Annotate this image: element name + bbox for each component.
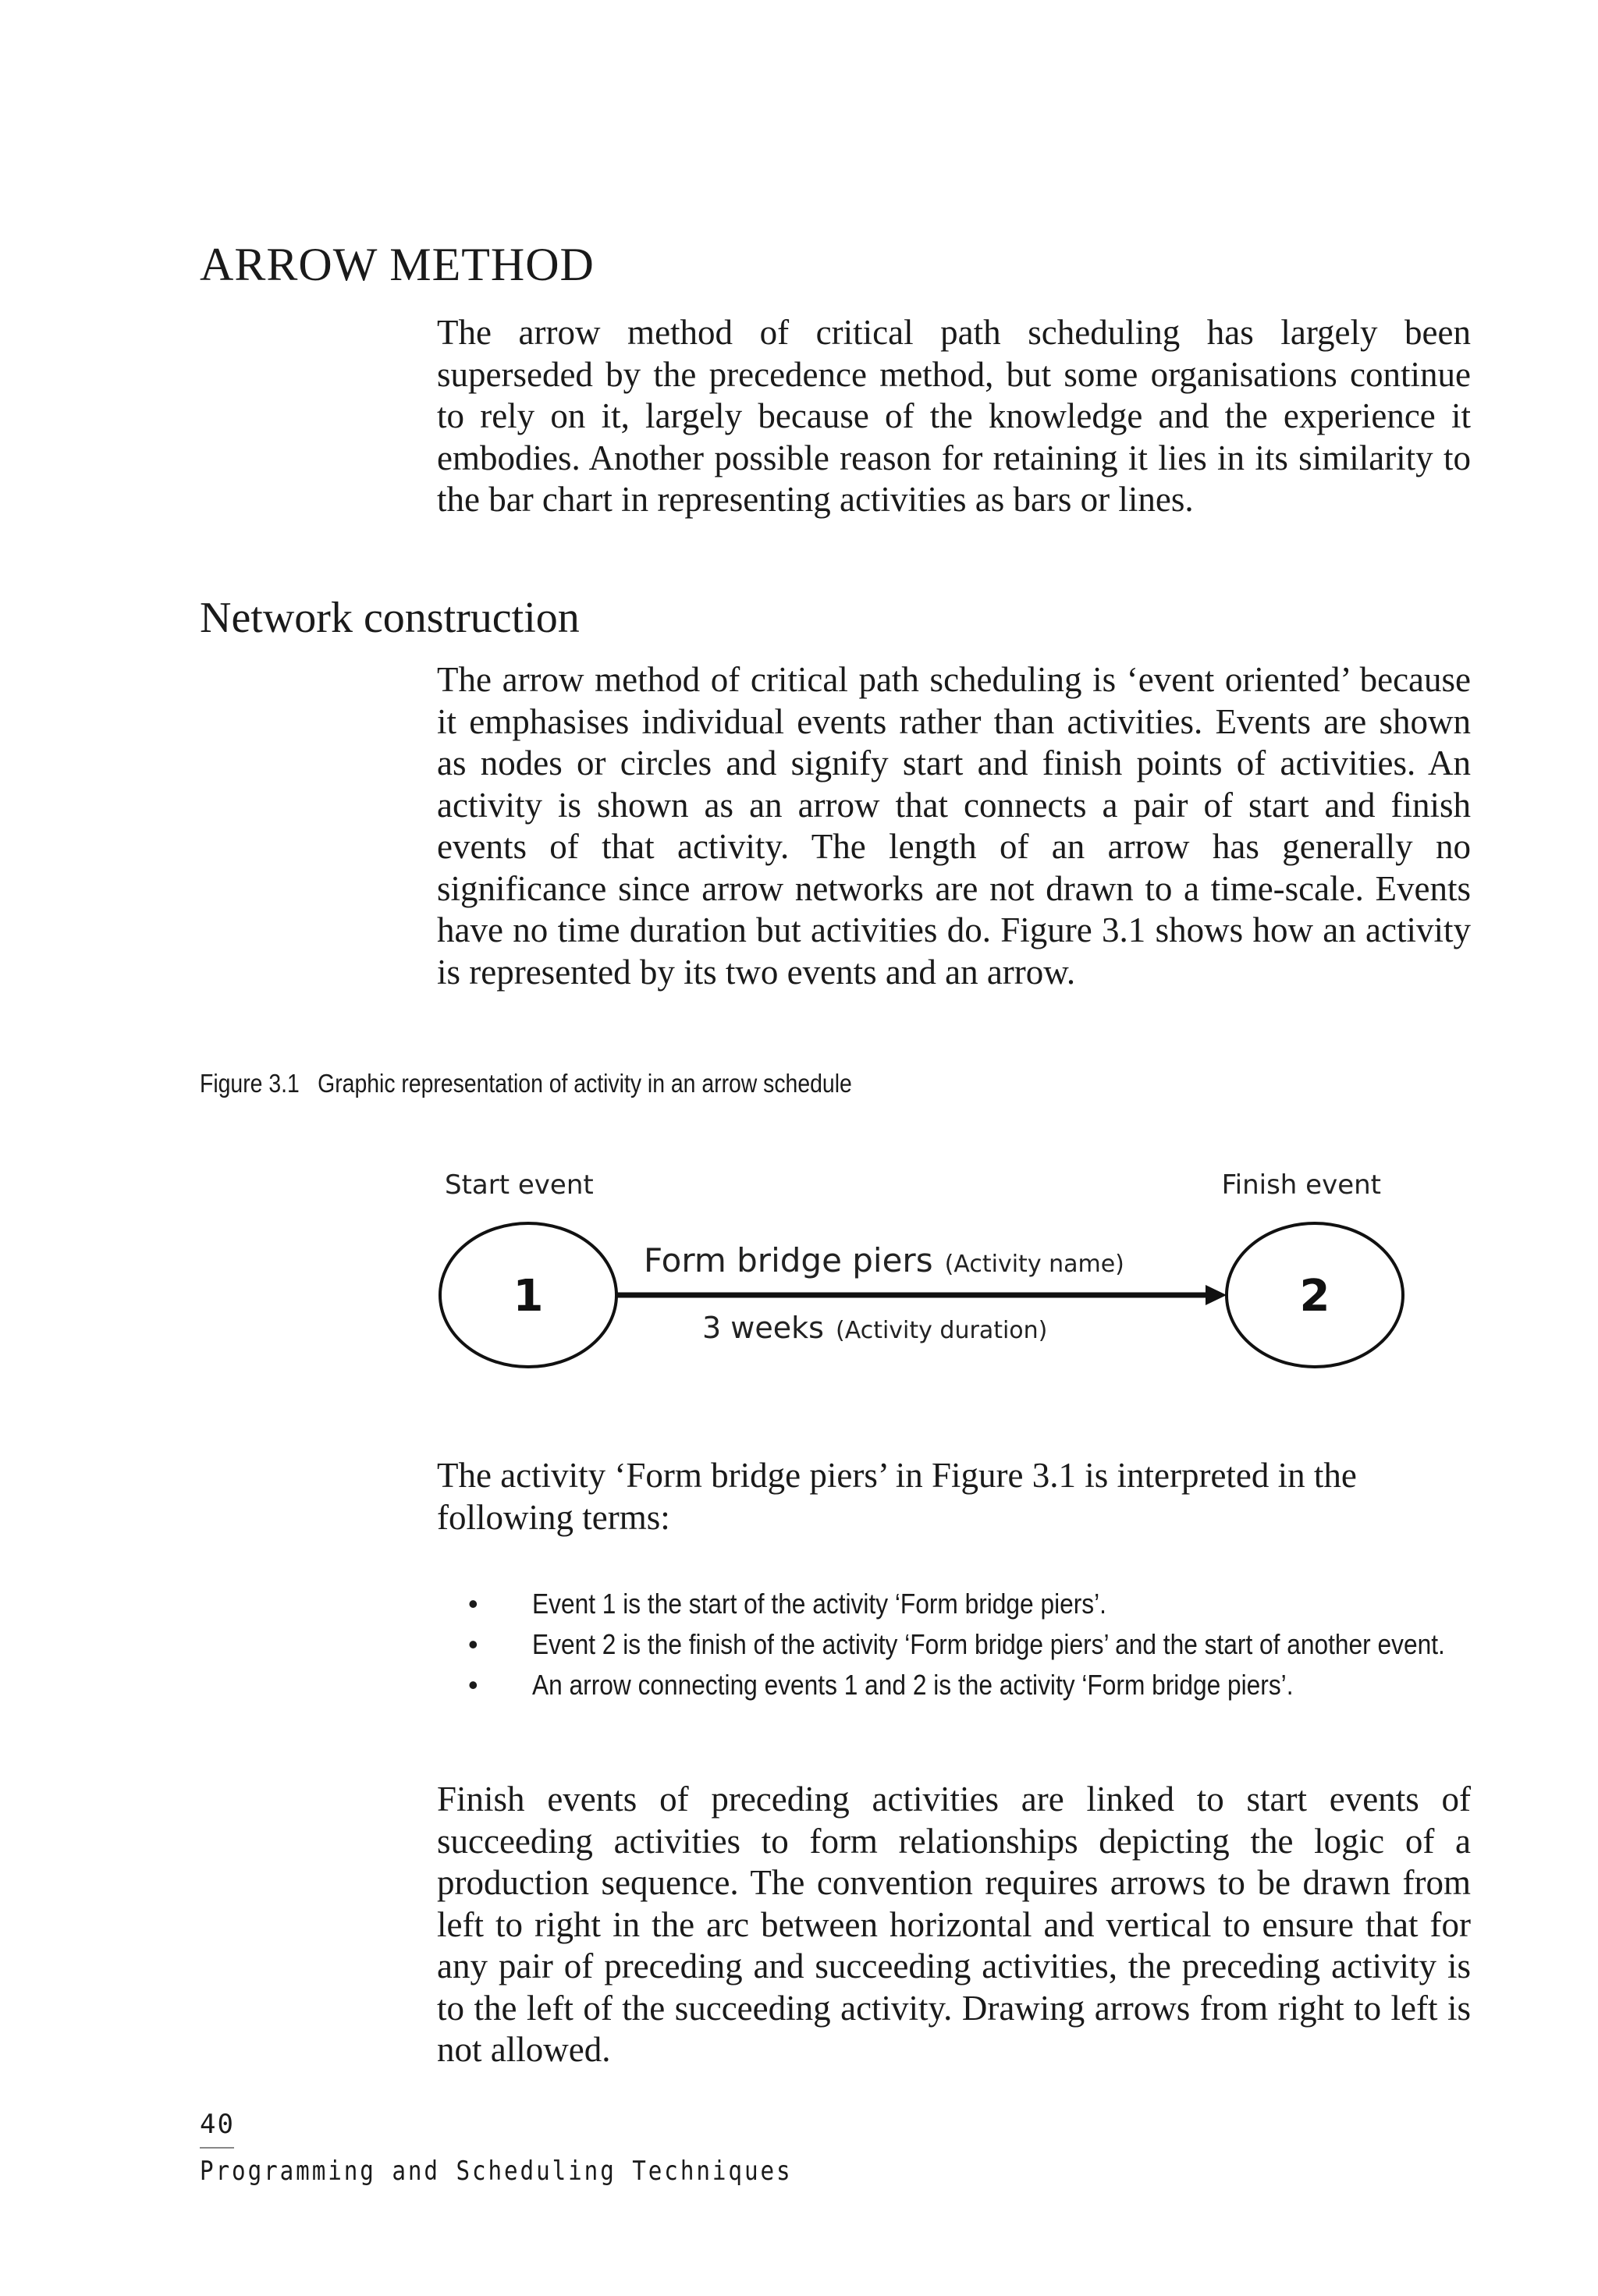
event-node-1-number: 1: [513, 1271, 544, 1322]
running-footer-title: Programming and Scheduling Techniques: [200, 2156, 793, 2187]
bullet-list: [468, 1584, 1498, 1705]
event-node-2-number: 2: [1299, 1271, 1330, 1322]
footer-divider: [200, 2147, 234, 2149]
paragraph-intro: The arrow method of critical path scheduling has largely been superseded by the precedence method, but some organisations continue to rely on it, largely because of the knowledge and the experience it embodies. Another possible reason for retaining it lies in its similarity to the bar chart in representing activities as bars or lines.: [437, 313, 1471, 519]
list-item: [468, 1624, 1498, 1665]
list-item-text: An arrow connecting events 1 and 2 is the activity ‘Form bridge piers’.: [532, 1669, 1294, 1701]
paragraph-interpretation: The activity ‘Form bridge piers’ in Figure 3.1 is interpreted in the following terms:: [437, 1456, 1357, 1537]
activity-duration-note: (Activity duration): [836, 1317, 1048, 1344]
list-item-text: Event 2 is the finish of the activity ‘Form bridge piers’ and the start of another event.: [532, 1628, 1445, 1660]
section-heading: ARROW METHOD: [200, 239, 595, 290]
bullet-icon: •: [468, 1669, 478, 1701]
figure-number: Figure 3.1: [200, 1069, 300, 1098]
bullet-icon: •: [468, 1628, 478, 1660]
figure-caption: [200, 1069, 852, 1098]
subsection-heading: Network construction: [200, 594, 580, 642]
list-item-text: Event 1 is the start of the activity ‘Form bridge piers’.: [532, 1588, 1106, 1620]
list-item: [468, 1584, 1498, 1624]
activity-name: Form bridge piers: [644, 1241, 933, 1279]
figure-caption-text: Graphic representation of activity in an arrow schedule: [318, 1069, 852, 1098]
activity-duration: 3 weeks: [702, 1311, 824, 1345]
activity-name-label: [644, 1241, 1124, 1279]
activity-duration-label: [702, 1311, 1047, 1345]
list-item: [468, 1665, 1498, 1705]
bullet-icon: •: [468, 1588, 478, 1620]
activity-name-note: (Activity name): [944, 1251, 1124, 1278]
page-number: 40: [200, 2109, 235, 2140]
finish-event-label: Finish event: [1221, 1169, 1381, 1201]
activity-arrow-head: [1206, 1285, 1227, 1305]
arrow-diagram: [437, 1162, 1404, 1396]
paragraph-network-construction: The arrow method of critical path scheduling is ‘event oriented’ because it emphasises individual events rather than activities. Events are shown as nodes or circles and signify start and finish points of activities. An activity is shown as an arrow that connects a pair of start and finish events of that activity. The length of an arrow has generally no significance since arrow networks are not drawn to a time-scale. Events have no time duration but activities do. Figure 3.1 shows how an activity is represented by its two events and an arrow.: [437, 660, 1471, 992]
start-event-label: Start event: [445, 1169, 594, 1201]
paragraph-conventions: Finish events of preceding activities are linked to start events of succeeding activities to form relationships depicting the logic of a production sequence. The convention requires arrows to be drawn from left to right in the arc between horizontal and vertical to ensure that for any pair of preceding and succeeding activities, the preceding activity is to the left of the succeeding activity. Drawing arrows from right to left is not allowed.: [437, 1780, 1471, 2069]
